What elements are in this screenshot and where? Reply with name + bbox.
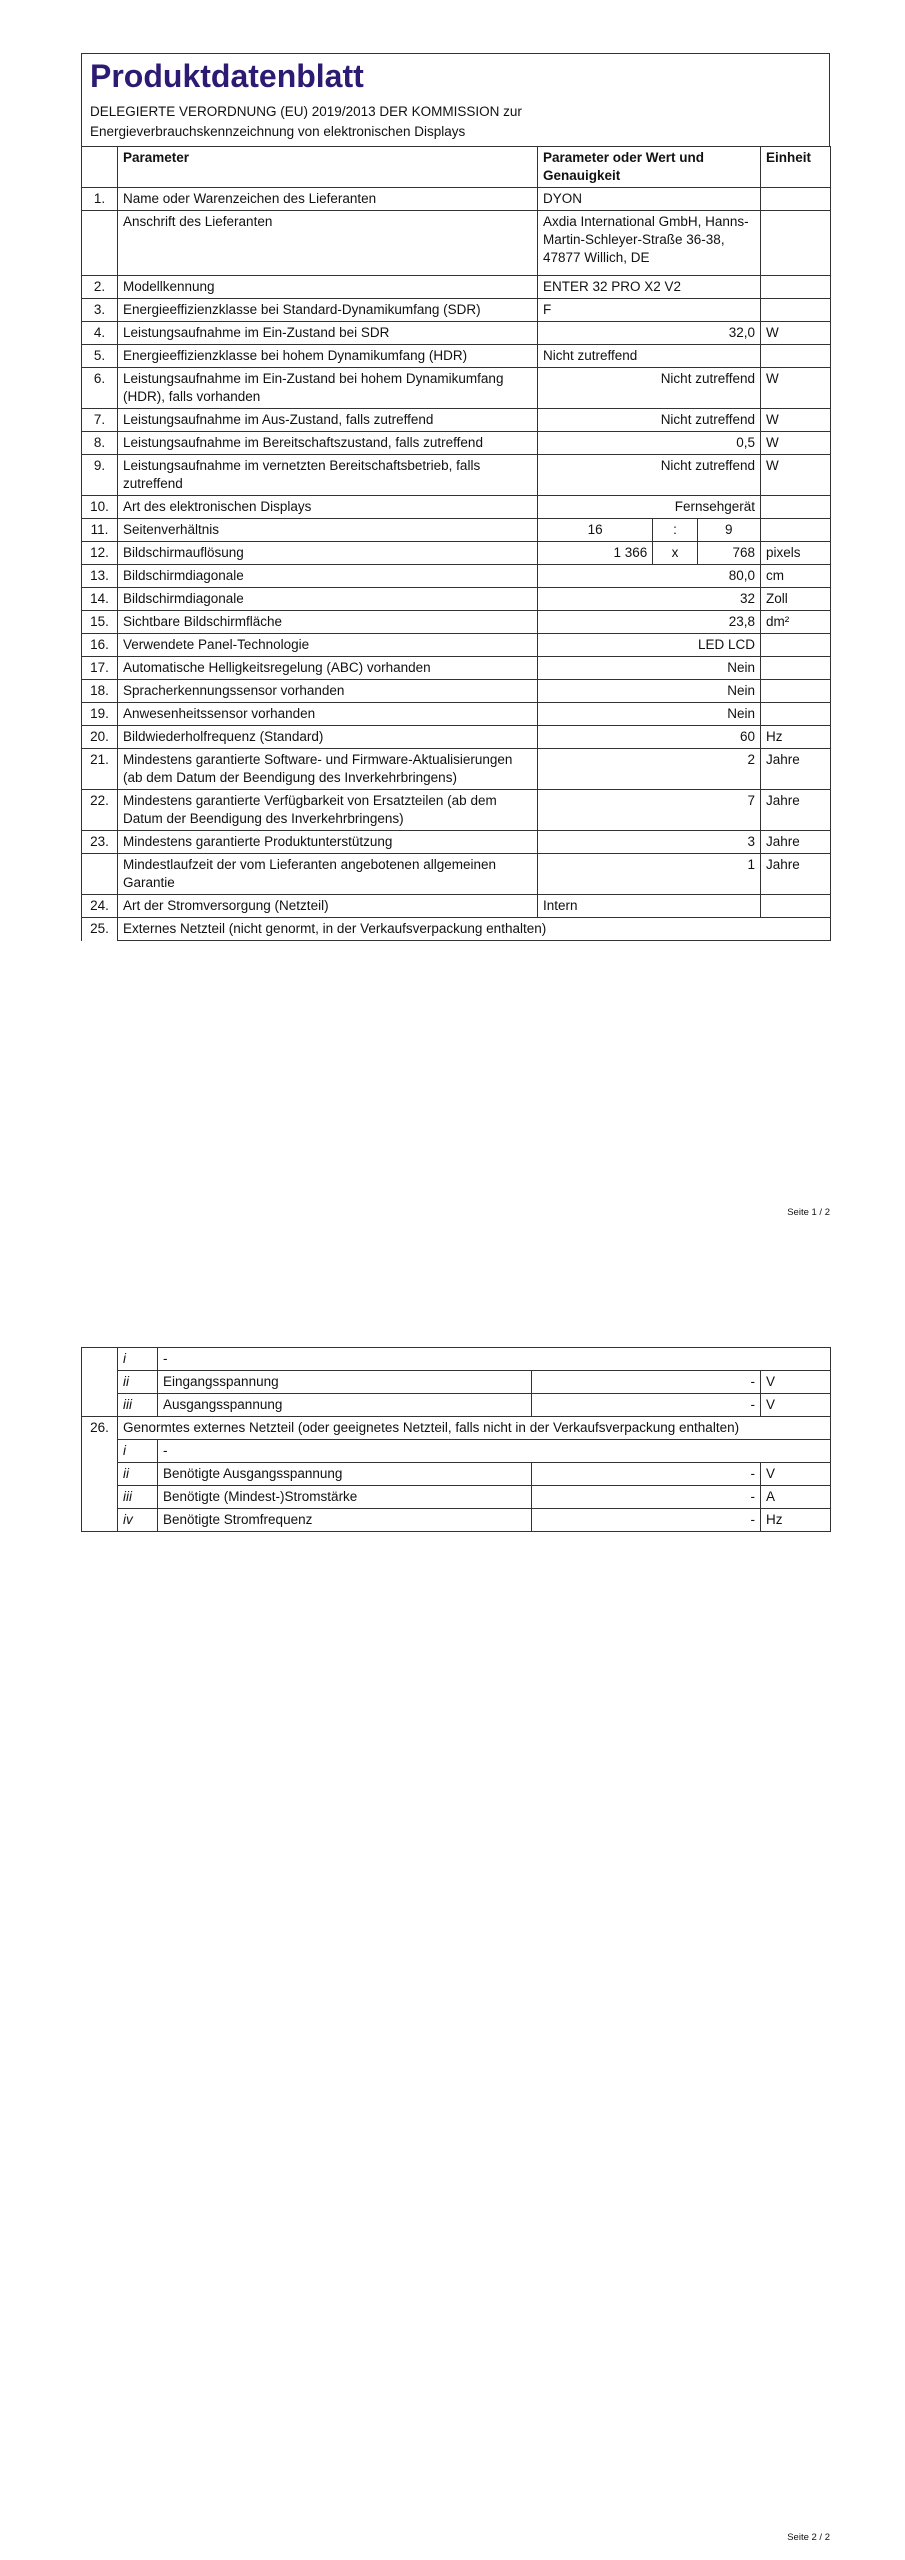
row-value: 0,5 bbox=[538, 432, 761, 455]
row-number: 1. bbox=[82, 188, 118, 211]
row-value: Nein bbox=[538, 703, 761, 726]
table-row bbox=[82, 1394, 831, 1417]
table-row bbox=[82, 588, 831, 611]
row-number: 6. bbox=[82, 368, 118, 409]
row-parameter: Verwendete Panel-Technologie bbox=[118, 634, 538, 657]
table-row bbox=[82, 726, 831, 749]
row-parameter: Bildschirmdiagonale bbox=[118, 588, 538, 611]
row-value: F bbox=[538, 299, 761, 322]
table-row bbox=[82, 565, 831, 588]
row-parameter: Spracherkennungssensor vorhanden bbox=[118, 680, 538, 703]
row-parameter: - bbox=[158, 1348, 831, 1371]
table-row bbox=[82, 345, 831, 368]
table-row bbox=[82, 1440, 831, 1463]
row-value: 23,8 bbox=[538, 611, 761, 634]
table-row bbox=[82, 1486, 831, 1509]
row-value: Nein bbox=[538, 657, 761, 680]
table-row bbox=[82, 188, 831, 211]
row-value-split bbox=[538, 542, 761, 565]
row-parameter: Ausgangsspannung bbox=[158, 1394, 532, 1417]
row-unit bbox=[761, 496, 831, 519]
row-unit: V bbox=[761, 1394, 831, 1417]
row-unit: cm bbox=[761, 565, 831, 588]
row-value: 1 bbox=[538, 854, 761, 895]
row-value: Axdia International GmbH, Hanns-Martin-Schleyer-Straße 36-38, 47877 Willich, DE bbox=[538, 211, 761, 276]
row-value: ENTER 32 PRO X2 V2 bbox=[538, 276, 761, 299]
table-row bbox=[82, 1417, 831, 1440]
regulation-line-2: Energieverbrauchskennzeichnung von elektronischen Displays bbox=[90, 124, 466, 139]
row-unit bbox=[761, 345, 831, 368]
table-row bbox=[82, 854, 831, 895]
row-number: 3. bbox=[82, 299, 118, 322]
table-row bbox=[82, 322, 831, 345]
header-parameter: Parameter bbox=[118, 147, 538, 188]
row-value: 2 bbox=[538, 749, 761, 790]
row-unit: W bbox=[761, 455, 831, 496]
row-parameter: Benötigte Ausgangsspannung bbox=[158, 1463, 532, 1486]
row-number: 15. bbox=[82, 611, 118, 634]
row-parameter: Art der Stromversorgung (Netzteil) bbox=[118, 895, 538, 918]
table-row bbox=[82, 703, 831, 726]
row-number: 25. bbox=[82, 918, 118, 941]
sub-index: ii bbox=[118, 1371, 158, 1394]
row-value: LED LCD bbox=[538, 634, 761, 657]
row-value: 32,0 bbox=[538, 322, 761, 345]
header-num bbox=[82, 147, 118, 188]
row-number: 17. bbox=[82, 657, 118, 680]
row-value: DYON bbox=[538, 188, 761, 211]
row-unit: Jahre bbox=[761, 790, 831, 831]
row-number: 26. bbox=[82, 1417, 118, 1440]
sub-index: ii bbox=[118, 1463, 158, 1486]
row-number: 11. bbox=[82, 519, 118, 542]
row-value: - bbox=[532, 1371, 761, 1394]
row-value: Intern bbox=[538, 895, 761, 918]
row-unit bbox=[761, 211, 831, 276]
header-unit: Einheit bbox=[761, 147, 831, 188]
regulation-line-1: DELEGIERTE VERORDNUNG (EU) 2019/2013 DER KOMMISSION zur bbox=[90, 104, 522, 119]
row-parameter: Eingangsspannung bbox=[158, 1371, 532, 1394]
header-value: Parameter oder Wert und Genauigkeit bbox=[538, 147, 761, 188]
table-row bbox=[82, 895, 831, 918]
row-number: 23. bbox=[82, 831, 118, 854]
row-unit bbox=[761, 519, 831, 542]
table-row bbox=[82, 368, 831, 409]
table-row bbox=[82, 276, 831, 299]
row-parameter: Bildschirmdiagonale bbox=[118, 565, 538, 588]
row-parameter: Modellkennung bbox=[118, 276, 538, 299]
row-value: 7 bbox=[538, 790, 761, 831]
table-row bbox=[82, 680, 831, 703]
table-row bbox=[82, 299, 831, 322]
row-value-split bbox=[538, 519, 761, 542]
row-parameter: Benötigte Stromfrequenz bbox=[158, 1509, 532, 1532]
row-number: 9. bbox=[82, 455, 118, 496]
row-unit: Hz bbox=[761, 726, 831, 749]
row-unit: W bbox=[761, 409, 831, 432]
row-number: 2. bbox=[82, 276, 118, 299]
row-number: 20. bbox=[82, 726, 118, 749]
row-parameter: Seitenverhältnis bbox=[118, 519, 538, 542]
table-row bbox=[82, 432, 831, 455]
table-row bbox=[82, 455, 831, 496]
row-value: - bbox=[532, 1486, 761, 1509]
row-unit bbox=[761, 299, 831, 322]
table-row bbox=[82, 611, 831, 634]
resolution-separator: x bbox=[653, 542, 697, 564]
table-row bbox=[82, 918, 831, 941]
row-number: 12. bbox=[82, 542, 118, 565]
row-number: 21. bbox=[82, 749, 118, 790]
row-parameter: Anwesenheitssensor vorhanden bbox=[118, 703, 538, 726]
aspect-height: 9 bbox=[725, 522, 733, 537]
row-parameter: Sichtbare Bildschirmfläche bbox=[118, 611, 538, 634]
page-footer-1: Seite 1 / 2 bbox=[787, 1207, 830, 1218]
row-value: Fernsehgerät bbox=[538, 496, 761, 519]
table-row bbox=[82, 1348, 831, 1371]
row-number: 14. bbox=[82, 588, 118, 611]
row-number: 13. bbox=[82, 565, 118, 588]
row-parameter: Mindestens garantierte Produktunterstützung bbox=[118, 831, 538, 854]
table-header-row bbox=[82, 147, 831, 188]
row-value: 32 bbox=[538, 588, 761, 611]
table-row bbox=[82, 211, 831, 276]
row-parameter: Leistungsaufnahme im Aus-Zustand, falls zutreffend bbox=[118, 409, 538, 432]
table-row bbox=[82, 409, 831, 432]
row-number: 4. bbox=[82, 322, 118, 345]
row-unit: Jahre bbox=[761, 854, 831, 895]
row-number: 22. bbox=[82, 790, 118, 831]
row-value: Nicht zutreffend bbox=[538, 409, 761, 432]
row-parameter: Externes Netzteil (nicht genormt, in der Verkaufsverpackung enthalten) bbox=[118, 918, 831, 941]
row-parameter: Art des elektronischen Displays bbox=[118, 496, 538, 519]
row-value: 80,0 bbox=[538, 565, 761, 588]
row-unit: V bbox=[761, 1463, 831, 1486]
sub-index: i bbox=[118, 1348, 158, 1371]
row-parameter: Mindestens garantierte Verfügbarkeit von Ersatzteilen (ab dem Datum der Beendigung des Inverkehrbringens) bbox=[118, 790, 538, 831]
row-unit: W bbox=[761, 368, 831, 409]
row-unit: W bbox=[761, 322, 831, 345]
resolution-width: 1 366 bbox=[538, 542, 653, 564]
table-row bbox=[82, 1509, 831, 1532]
row-parameter: Leistungsaufnahme im Bereitschaftszustand, falls zutreffend bbox=[118, 432, 538, 455]
row-number: 16. bbox=[82, 634, 118, 657]
row-unit bbox=[761, 680, 831, 703]
sub-index: iii bbox=[118, 1394, 158, 1417]
table-row bbox=[82, 1371, 831, 1394]
table-row bbox=[82, 542, 831, 565]
row-value: - bbox=[532, 1463, 761, 1486]
row-unit bbox=[761, 657, 831, 680]
row-parameter: Leistungsaufnahme im Ein-Zustand bei SDR bbox=[118, 322, 538, 345]
table-row bbox=[82, 1463, 831, 1486]
row-parameter: Automatische Helligkeitsregelung (ABC) vorhanden bbox=[118, 657, 538, 680]
row-unit: dm² bbox=[761, 611, 831, 634]
row-parameter: Benötigte (Mindest-)Stromstärke bbox=[158, 1486, 532, 1509]
row-number: 7. bbox=[82, 409, 118, 432]
sub-index: iv bbox=[118, 1509, 158, 1532]
row-parameter: Energieeffizienzklasse bei hohem Dynamikumfang (HDR) bbox=[118, 345, 538, 368]
table-row bbox=[82, 519, 831, 542]
row-value: Nicht zutreffend bbox=[538, 368, 761, 409]
row-value: - bbox=[532, 1394, 761, 1417]
row-unit bbox=[761, 895, 831, 918]
row-number: 5. bbox=[82, 345, 118, 368]
row-number: 8. bbox=[82, 432, 118, 455]
row-number: 19. bbox=[82, 703, 118, 726]
document-title: Produktdatenblatt bbox=[90, 58, 364, 94]
table-row bbox=[82, 831, 831, 854]
row-parameter: Bildschirmauflösung bbox=[118, 542, 538, 565]
document-header bbox=[81, 53, 830, 146]
row-parameter: Genormtes externes Netzteil (oder geeignetes Netzteil, falls nicht in der Verkaufsverpackung enthalten) bbox=[118, 1417, 831, 1440]
table-row bbox=[82, 496, 831, 519]
resolution-height: 768 bbox=[732, 545, 755, 560]
table-row bbox=[82, 634, 831, 657]
row-unit: Zoll bbox=[761, 588, 831, 611]
row-parameter: Mindestens garantierte Software- und Firmware-Aktualisierungen (ab dem Datum der Beendigung des Inverkehrbringens) bbox=[118, 749, 538, 790]
row-parameter: Name oder Warenzeichen des Lieferanten bbox=[118, 188, 538, 211]
row-unit bbox=[761, 634, 831, 657]
aspect-separator: : bbox=[653, 519, 697, 541]
row-value: - bbox=[532, 1509, 761, 1532]
row-unit bbox=[761, 188, 831, 211]
row-number: 24. bbox=[82, 895, 118, 918]
table-row bbox=[82, 749, 831, 790]
aspect-width: 16 bbox=[538, 519, 653, 541]
row-value: 3 bbox=[538, 831, 761, 854]
row-value: Nicht zutreffend bbox=[538, 345, 761, 368]
row-unit bbox=[761, 703, 831, 726]
row-parameter: Leistungsaufnahme im vernetzten Bereitschaftsbetrieb, falls zutreffend bbox=[118, 455, 538, 496]
row-number: 10. bbox=[82, 496, 118, 519]
datasheet-page-2 bbox=[81, 1347, 830, 1532]
row-unit bbox=[761, 276, 831, 299]
row-number bbox=[82, 211, 118, 276]
row-parameter: Mindestlaufzeit der vom Lieferanten angebotenen allgemeinen Garantie bbox=[118, 854, 538, 895]
row-parameter: - bbox=[158, 1440, 831, 1463]
row-parameter: Energieeffizienzklasse bei Standard-Dynamikumfang (SDR) bbox=[118, 299, 538, 322]
page-footer-2: Seite 2 / 2 bbox=[787, 2532, 830, 2543]
row-unit: Jahre bbox=[761, 749, 831, 790]
product-data-table bbox=[81, 146, 831, 941]
power-supply-table bbox=[81, 1347, 831, 1532]
row-number: 18. bbox=[82, 680, 118, 703]
row-value: Nicht zutreffend bbox=[538, 455, 761, 496]
row-parameter: Leistungsaufnahme im Ein-Zustand bei hohem Dynamikumfang (HDR), falls vorhanden bbox=[118, 368, 538, 409]
table-row bbox=[82, 657, 831, 680]
row-value: 60 bbox=[538, 726, 761, 749]
row-unit: V bbox=[761, 1371, 831, 1394]
row-unit: W bbox=[761, 432, 831, 455]
row-unit: A bbox=[761, 1486, 831, 1509]
row-unit: pixels bbox=[761, 542, 831, 565]
sub-index: iii bbox=[118, 1486, 158, 1509]
row-number bbox=[82, 854, 118, 895]
datasheet-page-1 bbox=[81, 53, 830, 941]
table-row bbox=[82, 790, 831, 831]
row-parameter: Anschrift des Lieferanten bbox=[118, 211, 538, 276]
sub-index: i bbox=[118, 1440, 158, 1463]
row-unit: Hz bbox=[761, 1509, 831, 1532]
row-unit: Jahre bbox=[761, 831, 831, 854]
row-parameter: Bildwiederholfrequenz (Standard) bbox=[118, 726, 538, 749]
row-value: Nein bbox=[538, 680, 761, 703]
